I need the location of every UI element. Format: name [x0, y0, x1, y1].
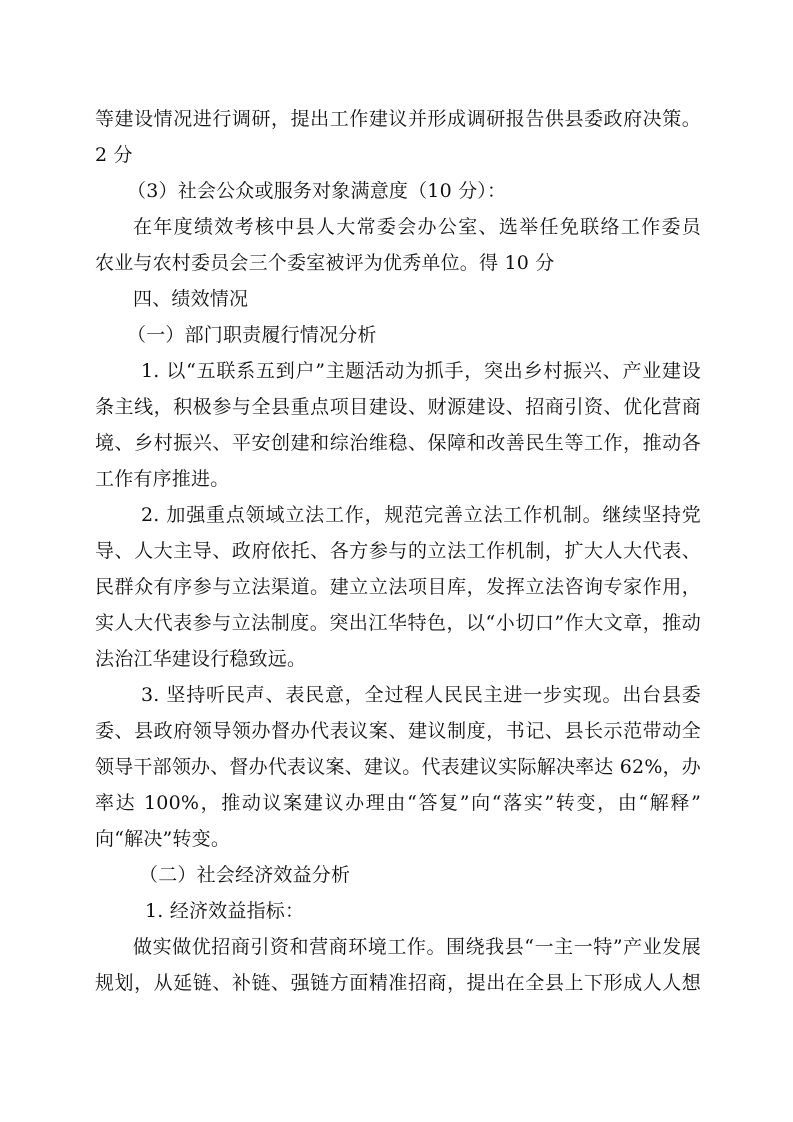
section-heading-performance: 四、绩效情况 — [133, 288, 249, 310]
paragraph-line: 率达 100%，推动议案建议办理由“答复”向“落实”转变，由“解释” — [95, 792, 701, 814]
paragraph-line: 委、县政府领导领办督办代表议案、建议制度，书记、县长示范带动全 — [95, 720, 701, 742]
paragraph-line: 法治江华建设行稳致远。 — [95, 648, 307, 670]
paragraph-line: 导、人大主导、政府依托、各方参与的立法工作机制，扩大人大代表、 — [95, 540, 701, 562]
paragraph-line: 境、乡村振兴、平安创建和综治维稳、保障和改善民生等工作，推动各 — [95, 432, 701, 454]
section-heading-satisfaction: （3）社会公众或服务对象满意度（10 分）： — [127, 180, 507, 202]
paragraph-line: 做实做优招商引资和营商环境工作。围绕我县“一主一特”产业发展 — [133, 936, 701, 958]
document-body — [95, 101, 701, 1001]
paragraph-line: 在年度绩效考核中县人大常委会办公室、选举任免联络工作委员 — [133, 216, 701, 238]
paragraph-line: 领导干部领办、督办代表议案、建议。代表建议实际解决率达 62%，办 — [95, 756, 701, 778]
section-heading-duty-analysis: （一）部门职责履行情况分析 — [127, 324, 377, 346]
paragraph-line: 民群众有序参与立法渠道。建立立法项目库，发挥立法咨询专家作用， — [95, 576, 701, 598]
section-heading-economic-indicators: 1. 经济效益指标： — [145, 900, 305, 922]
paragraph-line: 规划，从延链、补链、强链方面精准招商，提出在全县上下形成人人想 — [95, 972, 701, 994]
paragraph-line: 3. 坚持听民声、表民意，全过程人民民主进一步实现。出台县委 — [141, 684, 701, 706]
paragraph-line: 2 分 — [95, 144, 133, 166]
paragraph-line: 向“解决”转变。 — [95, 828, 231, 850]
section-heading-socioeconomic: （二）社会经济效益分析 — [139, 864, 351, 886]
paragraph-line: 2. 加强重点领域立法工作，规范完善立法工作机制。继续坚持党 — [141, 504, 701, 526]
paragraph-line: 等建设情况进行调研，提出工作建议并形成调研报告供县委政府决策。 — [95, 108, 701, 130]
paragraph-line: 实人大代表参与立法制度。突出江华特色，以“小切口”作大文章，推动 — [95, 612, 701, 634]
paragraph-line: 1. 以“五联系五到户”主题活动为抓手，突出乡村振兴、产业建设 — [141, 360, 701, 382]
paragraph-line: 条主线，积极参与全县重点项目建设、财源建设、招商引资、优化营商 — [95, 396, 701, 418]
paragraph-line: 工作有序推进。 — [95, 468, 230, 490]
paragraph-line: 农业与农村委员会三个委室被评为优秀单位。得 10 分 — [95, 252, 555, 274]
